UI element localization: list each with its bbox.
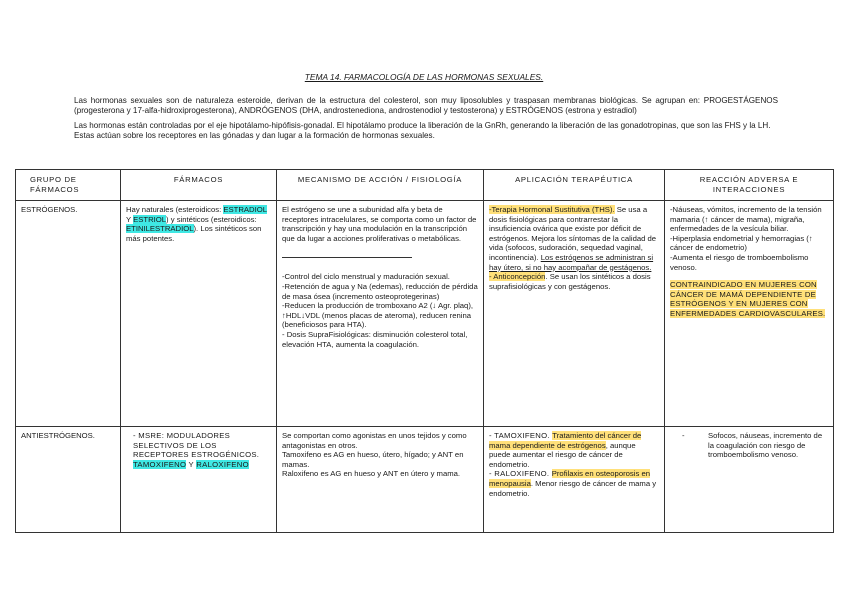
text-segment: ). Los sintéticos son más potentes. xyxy=(126,224,262,243)
text-segment: Hay naturales (esteroidicos: xyxy=(126,205,224,214)
mecanismo-item: -Control del ciclo menstrual y maduración sexual. xyxy=(282,272,450,282)
cell-farmacos-antiestrogenos xyxy=(121,427,277,533)
table-row-estrogenos xyxy=(16,201,834,427)
text-segment: ) y sintéticos (esteroidicos: xyxy=(166,214,257,224)
highlight-raloxifeno: RALOXIFENO xyxy=(196,459,249,469)
cell-group-antiestrogenos: ANTIESTRÓGENOS. xyxy=(16,427,121,533)
mecanismo-item: Tamoxifeno es AG en hueso, útero, hígado; y ANT en mamas. xyxy=(282,450,464,469)
text-segment: , aunque puede aumentar el riesgo de cáncer de endometrio. xyxy=(489,440,636,469)
highlight-raloxifeno-use: Profilaxis en osteoporosis en menopausia xyxy=(489,469,651,488)
text-segment: Y xyxy=(126,214,134,224)
tamoxifeno-label: - TAMOXIFENO. xyxy=(489,431,553,440)
header-aplicacion: APLICACIÓN TERAPÉUTICA xyxy=(484,170,665,201)
reaccion-item: -Aumenta el riesgo de tromboembolismo venoso. xyxy=(670,252,809,272)
highlight-estriol: ESTRIOL xyxy=(133,214,167,224)
contraindication-note: CONTRAINDICADO EN MUJERES CON CÁNCER DE MAMÁ DEPENDIENTE DE ESTRÓGENOS Y EN MUJERES CON ENFERMEDADES CARDIOVASCULARES. xyxy=(670,280,826,318)
reaccion-item: -Náuseas, vómitos, incremento de la tensión mamaria (↑ cáncer de mama), migraña, enfermedades de la vesícula biliar. xyxy=(670,205,822,234)
cell-aplicacion-antiestrogenos xyxy=(484,427,665,533)
cell-group-estrogenos: ESTRÓGENOS. xyxy=(16,201,121,427)
pharmacology-table xyxy=(15,169,834,533)
highlight-estradiol: ESTRADIOL xyxy=(223,205,267,214)
table-row-antiestrogenos xyxy=(16,427,834,533)
highlight-ths: -Terapia Hormonal Sustitutiva (THS). xyxy=(489,205,615,214)
header-grupo: GRUPO DE FÁRMACOS xyxy=(16,170,121,201)
header-mecanismo: MECANISMO DE ACCIÓN / FISIOLOGÍA xyxy=(277,170,484,201)
text-segment: . Se usan los sintéticos a dosis suprafisiológicas y con gestágenos. xyxy=(489,272,651,291)
text-segment: . Menor riesgo de cáncer de mama y endometrio. xyxy=(489,478,657,498)
mecanismo-intro: El estrógeno se une a subunidad alfa y beta de receptores intracelulares, se comporta como un factor de transcripción y hay una modulación en la transcripción que da lugar a acciones proliferativas o metabólicas. xyxy=(282,205,477,243)
cell-reaccion-antiestrogenos xyxy=(665,427,834,533)
highlight-anticoncepcion: - Anticoncepción xyxy=(489,272,546,282)
highlight-tamoxifeno-use: Tratamiento del cáncer de mama dependiente de estrógenos xyxy=(489,431,642,450)
document-title: TEMA 14. FARMACOLOGÍA DE LAS HORMONAS SEXUALES. xyxy=(304,72,544,82)
mecanismo-item: - Dosis SupraFisiológicas: disminución colesterol total, elevación HTA, aumenta la coagulación. xyxy=(282,329,468,349)
reaccion-item: Sofocos, náuseas, incremento de la coagulación con riesgo de tromboembolismo venoso. xyxy=(708,431,823,460)
underlined-note: Los estrógenos se administran si hay útero, si no hay acompañar de gestágenos. xyxy=(489,252,654,272)
separator-line xyxy=(282,257,412,258)
text-segment: Y xyxy=(186,459,197,469)
highlight-tamoxifeno: TAMOXIFENO xyxy=(133,459,187,469)
table-header-row xyxy=(16,170,834,201)
cell-mecanismo-estrogenos xyxy=(277,201,484,427)
cell-mecanismo-antiestrogenos xyxy=(277,427,484,533)
mecanismo-item: Se comportan como agonistas en unos tejidos y como antagonistas en otros. xyxy=(282,431,467,450)
mecanismo-item: Raloxifeno es AG en hueso y ANT en útero y mama. xyxy=(282,469,461,479)
intro xyxy=(74,96,778,142)
header-farmacos: FÁRMACOS xyxy=(121,170,277,201)
cell-aplicacion-estrogenos xyxy=(484,201,665,427)
raloxifeno-label: - RALOXIFENO. xyxy=(489,469,552,479)
intro-paragraph-1: Las hormonas sexuales son de naturaleza esteroide, derivan de la estructura del colesterol, son muy liposolubles y traspasan membranas biológicas. Se agrupan en: PROGESTÁGENOS (progesterona y 17-alfa-hidroxiprogesterona), ANDRÓGENOS (DHA, androstenediona, androstenodiol y testosterona) y ESTRÓGENOS (estrona y estradiol) xyxy=(74,96,778,116)
reaccion-item: -Hiperplasia endometrial y hemorragias (↑ cáncer de endometrio) xyxy=(670,233,813,253)
highlight-etinilestradiol: ETINILESTRADIOL xyxy=(126,224,194,234)
text-segment: Se usa a dosis fisiológicas para contrarrestar la insuficiencia ovárica que existe por déficit de estrógenos. Mejora los síntomas de la calidad de vida (sofocos, sudoración, sequedad vaginal, incontinencia). xyxy=(489,205,657,262)
cell-reaccion-estrogenos xyxy=(665,201,834,427)
intro-paragraph-2: Las hormonas están controladas por el eje hipotálamo-hipófisis-gonadal. El hipotálamo produce la liberación de la GnRh, generando la liberación de las gonadotropinas, que son las FHS y la LH. Estas actúan sobre los receptores en las gónadas y dan lugar a la formación de hormonas sexuales. xyxy=(74,120,771,141)
header-reaccion: REACCIÓN ADVERSA E INTERACCIONES xyxy=(665,170,834,201)
mecanismo-item: -Reducen la producción de tromboxano A2 (↓ Agr. plaq), ↑HDL↓VDL (menos placas de ateroma), reducen renina (beneficiosos para HTA). xyxy=(282,301,474,330)
bullet-dash: - xyxy=(682,431,685,440)
mecanismo-item: -Retención de agua y Na (edemas), reducción de pérdida de masa ósea (incremento osteoprotegerinas) xyxy=(282,281,478,301)
cell-farmacos-estrogenos xyxy=(121,201,277,427)
msre-description: - MSRE: MODULADORES SELECTIVOS DE LOS RECEPTORES ESTROGÉNICOS. xyxy=(133,431,260,460)
